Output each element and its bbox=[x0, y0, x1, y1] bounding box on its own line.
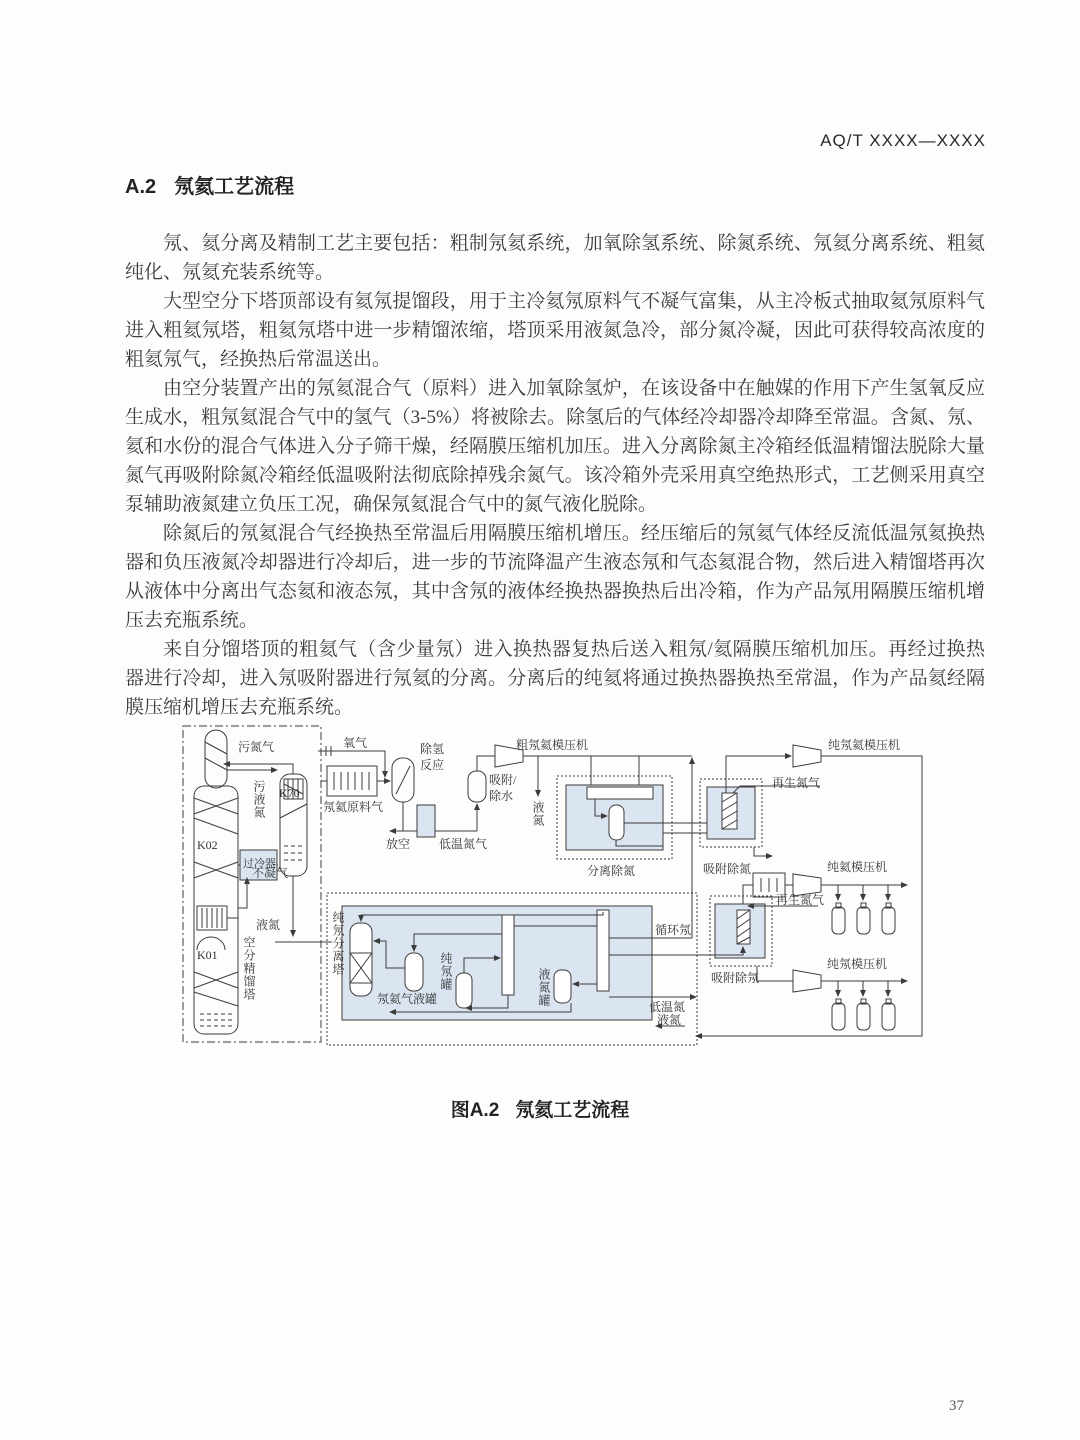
air-separation-column bbox=[194, 730, 238, 1034]
section-heading bbox=[125, 170, 294, 199]
section-number: A.2 bbox=[125, 176, 157, 198]
label-adsorption-dewater-1: 吸附/ bbox=[489, 773, 517, 787]
label-nehe-gas-liquid-tank: 氖氦气液罐 bbox=[377, 992, 438, 1006]
label-pure-neon-compressor: 纯氖模压机 bbox=[827, 957, 888, 971]
process-flow-figure bbox=[180, 716, 992, 1064]
figure-caption-number: 图A.2 bbox=[450, 1100, 500, 1121]
figure-caption bbox=[0, 1095, 1080, 1122]
label-k70: K70 bbox=[279, 786, 300, 800]
label-subcooler: 过冷器 bbox=[243, 858, 276, 870]
label-recycle-neon: 循环氖 bbox=[655, 923, 692, 937]
standard-number: AQ/T XXXX—XXXX bbox=[820, 131, 986, 150]
label-liquid-nitrogen-left: 液氮 bbox=[256, 918, 281, 932]
label-adsorption-dewater-2: 除水 bbox=[489, 789, 514, 803]
label-noncondensable-gas: 不凝气 bbox=[252, 866, 289, 880]
label-air-separation-column: 空分精馏塔 bbox=[242, 936, 256, 1001]
body-paragraph: 除氮后的氖氦混合气经换热至常温后用隔膜压缩机增压。经压缩后的氖氦气体经反流低温氖氦换热器和负压液氮冷却器进行冷却后，进一步的节流降温产生液态氖和气态氦混合物，然后进入精馏塔再次从液体中分离出气态氦和液态氖，其中含氖的液体经换热器换热后出冷箱，作为产品氖用隔膜压缩机增压去充瓶系统。 bbox=[125, 523, 985, 631]
pure-nehe-compressor-symbol bbox=[793, 745, 821, 767]
label-cold-nitrogen-gas: 低温氮气 bbox=[439, 837, 488, 851]
body-paragraph: 由空分装置产出的氖氦混合气（原料）进入加氧除氢炉，在该设备中在触媒的作用下产生氢氧反应生成水，粗氖氦混合气中的氢气（3-5%）将被除去。除氢后的气体经冷却器冷却降至常温。含氮、氖、氦和水份的混合气体进入分子筛干燥，经隔膜压缩机加压。进入分离除氮主冷箱经低温精馏法脱除大量氮气再吸附除氮冷箱经低温吸附法彻底除掉残余氮气。该冷箱外壳采用真空绝热形式，工艺侧采用真空泵辅助液氮建立负压工况，确保氖氦混合气中的氮气液化脱除。 bbox=[125, 378, 985, 515]
label-dehydrogenation-2: 反应 bbox=[420, 758, 445, 772]
section-title: 氖氦工艺流程 bbox=[174, 176, 295, 198]
label-pure-neon-column: 纯氖分离塔 bbox=[331, 911, 345, 976]
label-crude-nehe-compressor: 粗氖氦模压机 bbox=[516, 738, 589, 752]
label-dehydrogenation-1: 除氢 bbox=[420, 742, 445, 756]
label-liquid-nitrogen-mid: 液氮 bbox=[531, 801, 545, 827]
label-pure-helium-compressor: 纯氦模压机 bbox=[827, 860, 888, 874]
adsorption-denitrogenation-box bbox=[700, 756, 820, 856]
label-regeneration-nitrogen-1: 再生氮气 bbox=[772, 776, 821, 790]
figure-caption-title: 氖氦工艺流程 bbox=[515, 1100, 630, 1121]
helium-product-line bbox=[743, 873, 907, 934]
page-number: 37 bbox=[949, 1398, 964, 1414]
label-pure-neon-tank: 纯氖罐 bbox=[439, 952, 453, 991]
label-nehe-feed-gas: 氖氦原料气 bbox=[323, 800, 384, 814]
process-flow-diagram bbox=[180, 716, 992, 1064]
label-liquid-nitrogen-tank: 液氮罐 bbox=[537, 968, 551, 1007]
label-vent: 放空 bbox=[386, 837, 411, 851]
body-paragraph: 来自分馏塔顶的粗氦气（含少量氖）进入换热器复热后送入粗氖/氦隔膜压缩机加压。再经过换热器进行冷却，进入氖吸附器进行氖氦的分离。分离后的纯氦将通过换热器换热至常温，作为产品氦经隔膜压缩机增压去充瓶系统。 bbox=[125, 639, 985, 718]
label-k01: K01 bbox=[197, 948, 218, 962]
label-adsorption-deneon: 吸附除氖 bbox=[711, 971, 760, 985]
body-paragraph: 氖、氦分离及精制工艺主要包括：粗制氖氦系统，加氧除氢系统、除氮系统、氖氦分离系统、粗氦纯化、氖氦充装系统等。 bbox=[125, 233, 985, 283]
label-adsorption-denitrogenation: 吸附除氮 bbox=[703, 862, 752, 876]
label-regeneration-nitrogen-2: 再生氮气 bbox=[776, 893, 825, 907]
body-paragraph: 大型空分下塔顶部设有氦氖提馏段，用于主冷氦氖原料气不凝气富集，从主冷板式抽取氦氖原料气进入粗氦氖塔，粗氦氖塔中进一步精馏浓缩，塔顶采用液氮急冷，部分氮冷凝，因此可获得较高浓度的粗氦氖气，经换热后常温送出。 bbox=[125, 291, 985, 370]
pure-neon-compressor-symbol bbox=[793, 970, 821, 992]
label-separation-denitrogenation: 分离除氮 bbox=[587, 864, 636, 878]
label-oxygen: 氧气 bbox=[343, 736, 368, 750]
adsorption-deneon-box bbox=[710, 896, 818, 981]
body-text-block bbox=[125, 229, 985, 722]
label-liquid-nitrogen-right: 液氮 bbox=[657, 1013, 682, 1027]
label-cold-nitrogen: 低温氮 bbox=[649, 1000, 686, 1014]
neon-product-line bbox=[793, 970, 907, 1030]
label-k02: K02 bbox=[197, 838, 218, 852]
label-waste-nitrogen-gas: 污氮气 bbox=[238, 740, 275, 754]
label-pure-nehe-compressor: 纯氖氦模压机 bbox=[828, 738, 901, 752]
label-waste-liquid-nitrogen: 污液氮 bbox=[252, 780, 266, 819]
